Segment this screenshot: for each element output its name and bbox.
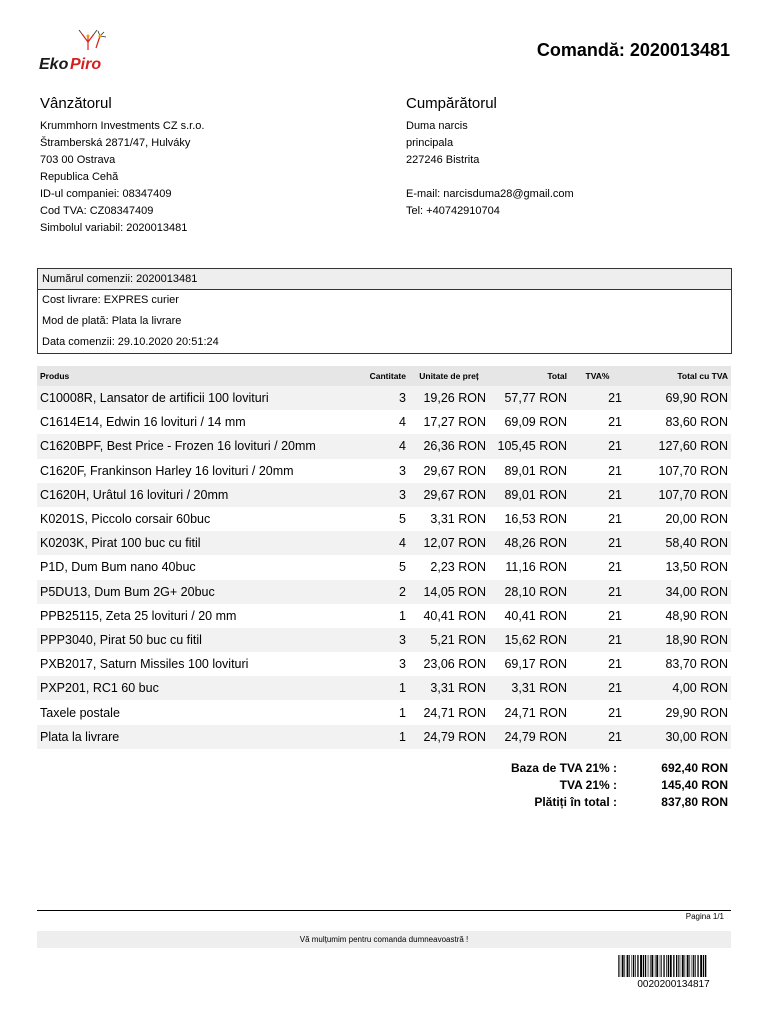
cell-vat: 21	[608, 608, 622, 623]
cell-total-vat: 4,00 RON	[625, 676, 731, 700]
table-row	[37, 507, 731, 531]
order-title: Comandă: 2020013481	[536, 40, 730, 60]
buyer-block	[406, 94, 574, 220]
cell-total: 24,71 RON	[504, 705, 567, 720]
cell-quantity: 5	[399, 560, 406, 575]
cell-unit-price: 26,36 RON	[409, 434, 489, 458]
table-row	[37, 555, 731, 579]
cell-total-vat: 83,60 RON	[665, 415, 728, 430]
totals-labels	[511, 760, 617, 811]
cell-unit-price: 5,21 RON	[409, 628, 489, 652]
table-row	[37, 531, 731, 555]
cell-total-vat: 13,50 RON	[665, 560, 728, 575]
logo-text-eko: Eko	[39, 56, 69, 73]
company-logo	[38, 28, 120, 76]
grand-total-label: Plătiți în total :	[534, 795, 617, 809]
cell-unit-price: 3,31 RON	[409, 676, 489, 700]
col-header-total-vat: Total cu TVA	[625, 366, 731, 386]
cell-total: 11,16 RON	[505, 560, 567, 575]
cell-total: 24,79 RON	[489, 725, 570, 749]
cell-product: Taxele postale	[40, 705, 120, 720]
cell-unit-price: 19,26 RON	[409, 386, 489, 410]
cell-vat: 21	[570, 580, 625, 604]
order-date: Data comenzii: 29.10.2020 20:51:24	[42, 336, 219, 348]
seller-block	[40, 94, 204, 237]
cell-vat: 21	[570, 628, 625, 652]
cell-total: 40,41 RON	[504, 608, 567, 623]
cell-unit-price: 24,71 RON	[423, 705, 486, 720]
seller-line: Republica Cehă	[40, 171, 119, 183]
seller-line: ID-ul companiei: 08347409	[40, 188, 172, 200]
buyer-street: principala	[406, 137, 454, 149]
order-number: Numărul comenzii: 2020013481	[38, 269, 731, 290]
cell-quantity: 1	[399, 705, 406, 720]
cell-total-vat: 69,90 RON	[625, 386, 731, 410]
cell-quantity: 1	[347, 676, 409, 700]
cell-quantity: 3	[347, 628, 409, 652]
cell-total: 15,62 RON	[489, 628, 570, 652]
cell-product: C1620F, Frankinson Harley 16 lovituri / 20mm	[40, 463, 294, 478]
cell-vat: 21	[608, 415, 622, 430]
cell-total-vat: 127,60 RON	[625, 434, 731, 458]
cell-vat: 21	[570, 386, 625, 410]
footer-divider	[37, 910, 731, 911]
cell-total-vat: 107,70 RON	[658, 463, 728, 478]
table-row	[37, 652, 731, 676]
buyer-name: Duma narcis	[406, 120, 468, 132]
seller-line: Štramberská 2871/47, Hulváky	[40, 137, 191, 149]
table-row	[37, 483, 731, 507]
cell-unit-price: 3,31 RON	[430, 512, 486, 527]
cell-vat: 21	[608, 463, 622, 478]
buyer-city: 227246 Bistrita	[406, 154, 480, 166]
cell-quantity: 3	[347, 483, 409, 507]
cell-product: PXP201, RC1 60 buc	[37, 676, 347, 700]
cell-unit-price: 17,27 RON	[423, 415, 486, 430]
cell-vat: 21	[608, 705, 622, 720]
cell-quantity: 3	[347, 386, 409, 410]
cell-product: C1620H, Urâtul 16 lovituri / 20mm	[37, 483, 347, 507]
buyer-email: E-mail: narcisduma28@gmail.com	[406, 188, 574, 200]
cell-product: C10008R, Lansator de artificii 100 lovituri	[37, 386, 347, 410]
cell-product: PPB25115, Zeta 25 lovituri / 20 mm	[40, 608, 237, 623]
vat-base-value: 692,40 RON	[661, 761, 728, 775]
cell-vat: 21	[608, 560, 622, 575]
table-row	[37, 410, 731, 434]
table-row	[37, 725, 731, 749]
cell-total-vat: 18,90 RON	[625, 628, 731, 652]
cell-quantity: 3	[399, 657, 406, 672]
cell-quantity: 4	[399, 415, 406, 430]
table-row	[37, 580, 731, 604]
table-row	[37, 676, 731, 700]
cell-product: C1614E14, Edwin 16 lovituri / 14 mm	[40, 415, 246, 430]
payment-method: Mod de plată: Plata la livrare	[42, 315, 182, 327]
table-row	[37, 700, 731, 724]
col-header-quantity: Cantitate	[347, 366, 409, 386]
thank-you-note: Vă mulțumim pentru comanda dumneavoastră !	[37, 931, 731, 948]
barcode-number: 0020200134817	[637, 979, 710, 990]
cell-total-vat: 83,70 RON	[665, 657, 728, 672]
table-row	[37, 459, 731, 483]
buyer-phone: Tel: +40742910704	[406, 205, 500, 217]
cell-product: P1D, Dum Bum nano 40buc	[40, 560, 196, 575]
col-header-unit-price: Unitate de preț	[409, 366, 489, 386]
cell-total: 28,10 RON	[489, 580, 570, 604]
table-row	[37, 434, 731, 458]
cell-quantity: 2	[347, 580, 409, 604]
cell-total: 105,45 RON	[489, 434, 570, 458]
vat-base-label: Baza de TVA 21% :	[510, 761, 617, 775]
cell-unit-price: 40,41 RON	[423, 608, 486, 623]
col-header-vat: TVA%	[570, 366, 625, 386]
cell-product: K0201S, Piccolo corsair 60buc	[40, 512, 211, 527]
cell-product: C1620BPF, Best Price - Frozen 16 lovituri / 20mm	[37, 434, 347, 458]
table-header-row	[37, 366, 731, 386]
col-header-product: Produs	[37, 366, 347, 386]
cell-total-vat: 20,00 RON	[665, 512, 728, 527]
cell-total-vat: 30,00 RON	[625, 725, 731, 749]
items-table	[37, 366, 731, 749]
table-row	[37, 628, 731, 652]
cell-total-vat: 34,00 RON	[625, 580, 731, 604]
cell-total-vat: 107,70 RON	[625, 483, 731, 507]
col-header-total: Total	[489, 366, 570, 386]
cell-product: PXB2017, Saturn Missiles 100 lovituri	[40, 657, 249, 672]
cell-vat: 21	[570, 725, 625, 749]
cell-vat: 21	[570, 531, 625, 555]
cell-unit-price: 12,07 RON	[409, 531, 489, 555]
cell-total: 48,26 RON	[489, 531, 570, 555]
seller-line: Cod TVA: CZ08347409	[40, 205, 154, 217]
seller-heading: Vânzătorul	[40, 95, 112, 112]
logo-text-piro: Piro	[70, 56, 102, 73]
cell-total: 16,53 RON	[504, 512, 567, 527]
vat-label: TVA 21% :	[559, 778, 617, 792]
cell-quantity: 5	[399, 512, 406, 527]
table-row	[37, 604, 731, 628]
shipping-method: Cost livrare: EXPRES curier	[42, 294, 179, 306]
seller-line: Krummhorn Investments CZ s.r.o.	[40, 120, 205, 132]
cell-total: 69,17 RON	[504, 657, 567, 672]
cell-product: PPP3040, Pirat 50 buc cu fitil	[37, 628, 347, 652]
cell-unit-price: 29,67 RON	[423, 463, 486, 478]
cell-product: Plata la livrare	[37, 725, 347, 749]
cell-total-vat: 58,40 RON	[625, 531, 731, 555]
cell-vat: 21	[570, 676, 625, 700]
cell-unit-price: 29,67 RON	[409, 483, 489, 507]
cell-quantity: 1	[347, 725, 409, 749]
cell-vat: 21	[608, 512, 622, 527]
cell-total: 89,01 RON	[504, 463, 567, 478]
cell-total: 3,31 RON	[489, 676, 570, 700]
order-info-box	[37, 268, 732, 354]
cell-product: K0203K, Pirat 100 buc cu fitil	[37, 531, 347, 555]
cell-quantity: 4	[347, 531, 409, 555]
cell-quantity: 1	[399, 608, 406, 623]
cell-total: 89,01 RON	[489, 483, 570, 507]
barcode	[617, 955, 730, 977]
seller-line: Simbolul variabil: 2020013481	[40, 222, 188, 234]
cell-unit-price: 24,79 RON	[409, 725, 489, 749]
cell-quantity: 4	[347, 434, 409, 458]
seller-line: 703 00 Ostrava	[40, 154, 116, 166]
cell-total: 57,77 RON	[489, 386, 570, 410]
cell-unit-price: 14,05 RON	[409, 580, 489, 604]
cell-total: 69,09 RON	[504, 415, 567, 430]
cell-total-vat: 48,90 RON	[665, 608, 728, 623]
totals-values	[661, 760, 728, 811]
vat-value: 145,40 RON	[661, 778, 728, 792]
cell-vat: 21	[570, 434, 625, 458]
cell-unit-price: 23,06 RON	[423, 657, 486, 672]
buyer-heading: Cumpărătorul	[406, 95, 497, 112]
cell-total-vat: 29,90 RON	[665, 705, 728, 720]
cell-quantity: 3	[399, 463, 406, 478]
cell-unit-price: 2,23 RON	[430, 560, 486, 575]
cell-product: P5DU13, Dum Bum 2G+ 20buc	[37, 580, 347, 604]
page-number: Pagina 1/1	[685, 912, 724, 921]
cell-vat: 21	[570, 483, 625, 507]
cell-vat: 21	[608, 657, 622, 672]
grand-total-value: 837,80 RON	[661, 795, 728, 809]
table-row	[37, 386, 731, 410]
